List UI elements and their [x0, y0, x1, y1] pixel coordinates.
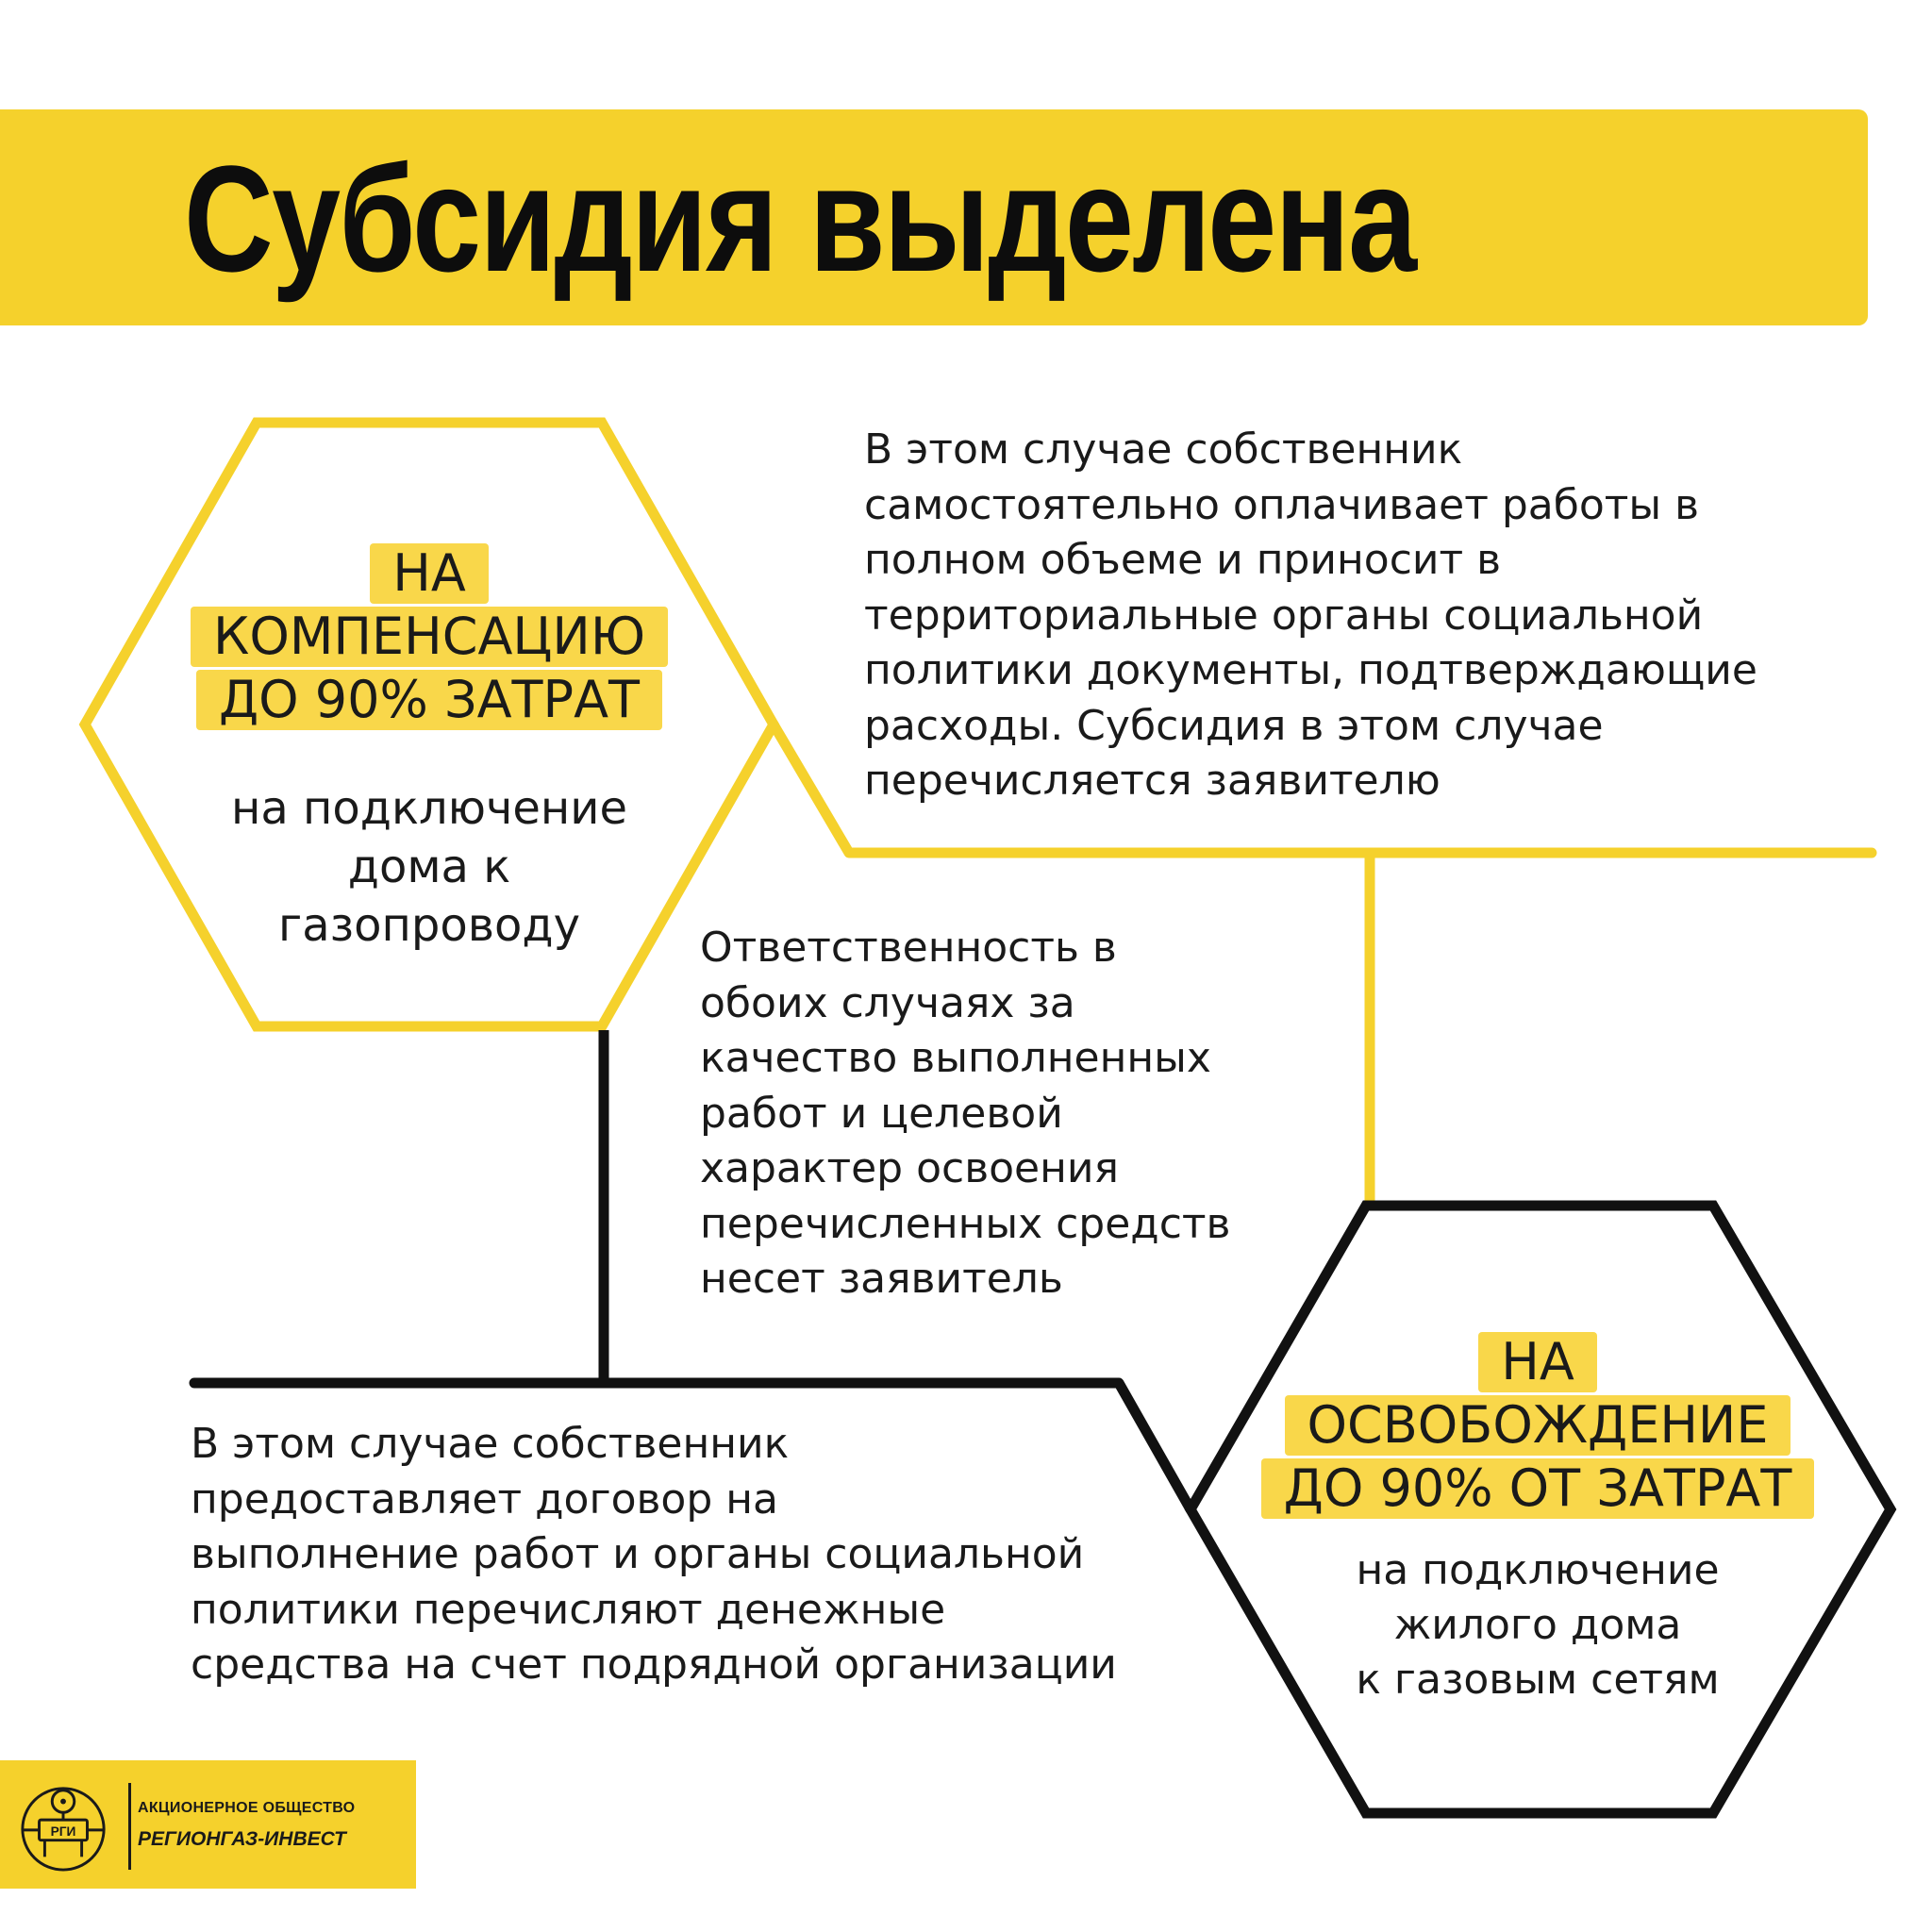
- logo-emblem-text: РГИ: [50, 1824, 76, 1839]
- compensation-subtitle-line: дома к: [347, 841, 511, 893]
- exemption-subtitle-line: к газовым сетям: [1356, 1656, 1720, 1704]
- logo-divider: [128, 1783, 131, 1870]
- compensation-description-line: перечисляется заявителю: [864, 757, 1441, 805]
- exemption-description: [191, 1417, 1117, 1693]
- responsibility-line: характер освоения: [700, 1144, 1119, 1192]
- exemption-highlight-line: ОСВОБОЖДЕНИЕ: [1285, 1395, 1791, 1456]
- compensation-highlight-line: НА: [370, 543, 489, 604]
- responsibility-line: работ и целевой: [700, 1089, 1063, 1138]
- gas-meter-emblem-icon: [17, 1779, 109, 1872]
- exemption-description-line: предоставляет договор на: [191, 1474, 778, 1524]
- exemption-subtitle: [1283, 1543, 1792, 1707]
- compensation-description-line: полном объеме и приносит в: [864, 536, 1502, 584]
- compensation-description-line: территориальные органы социальной: [864, 591, 1704, 640]
- compensation-description-line: самостоятельно оплачивает работы в: [864, 480, 1700, 529]
- compensation-subtitle-line: газопроводу: [278, 899, 580, 952]
- responsibility-line: перечисленных средств: [700, 1199, 1231, 1248]
- responsibility-line: несет заявитель: [700, 1255, 1063, 1303]
- compensation-description-line: расходы. Субсидия в этом случае: [864, 701, 1604, 750]
- logo-company-type: АКЦИОНЕРНОЕ ОБЩЕСТВО: [138, 1800, 356, 1816]
- compensation-highlight: [142, 543, 717, 733]
- logo-company-name: РЕГИОНГАЗ-ИНВЕСТ: [138, 1828, 346, 1850]
- exemption-highlight-line: НА: [1478, 1332, 1597, 1392]
- exemption-description-line: В этом случае собственник: [191, 1420, 790, 1468]
- compensation-highlight-line: КОМПЕНСАЦИЮ: [191, 607, 668, 667]
- responsibility-note: [700, 921, 1230, 1307]
- responsibility-line: качество выполненных: [700, 1034, 1211, 1082]
- compensation-description-line: политики документы, подтверждающие: [864, 646, 1757, 694]
- company-logo: [0, 1760, 416, 1889]
- compensation-highlight-line: ДО 90% ЗАТРАТ: [196, 670, 662, 730]
- exemption-description-line: средства на счет подрядной организации: [191, 1641, 1117, 1689]
- responsibility-line: Ответственность в: [700, 924, 1117, 972]
- exemption-description-line: политики перечисляют денежные: [191, 1585, 946, 1634]
- compensation-subtitle-line: на подключение: [230, 782, 628, 835]
- page-title: Субсидия выделена: [184, 134, 1416, 303]
- compensation-description: [864, 423, 1757, 809]
- exemption-subtitle-line: жилого дома: [1393, 1601, 1682, 1649]
- exemption-subtitle-line: на подключение: [1356, 1546, 1720, 1594]
- compensation-description-line: В этом случае собственник: [864, 425, 1463, 474]
- exemption-highlight-line: ДО 90% ОТ ЗАТРАТ: [1261, 1458, 1815, 1519]
- compensation-subtitle: [170, 779, 689, 955]
- responsibility-line: обоих случаях за: [700, 978, 1075, 1027]
- exemption-highlight: [1236, 1332, 1840, 1522]
- exemption-description-line: выполнение работ и органы социальной: [191, 1530, 1085, 1578]
